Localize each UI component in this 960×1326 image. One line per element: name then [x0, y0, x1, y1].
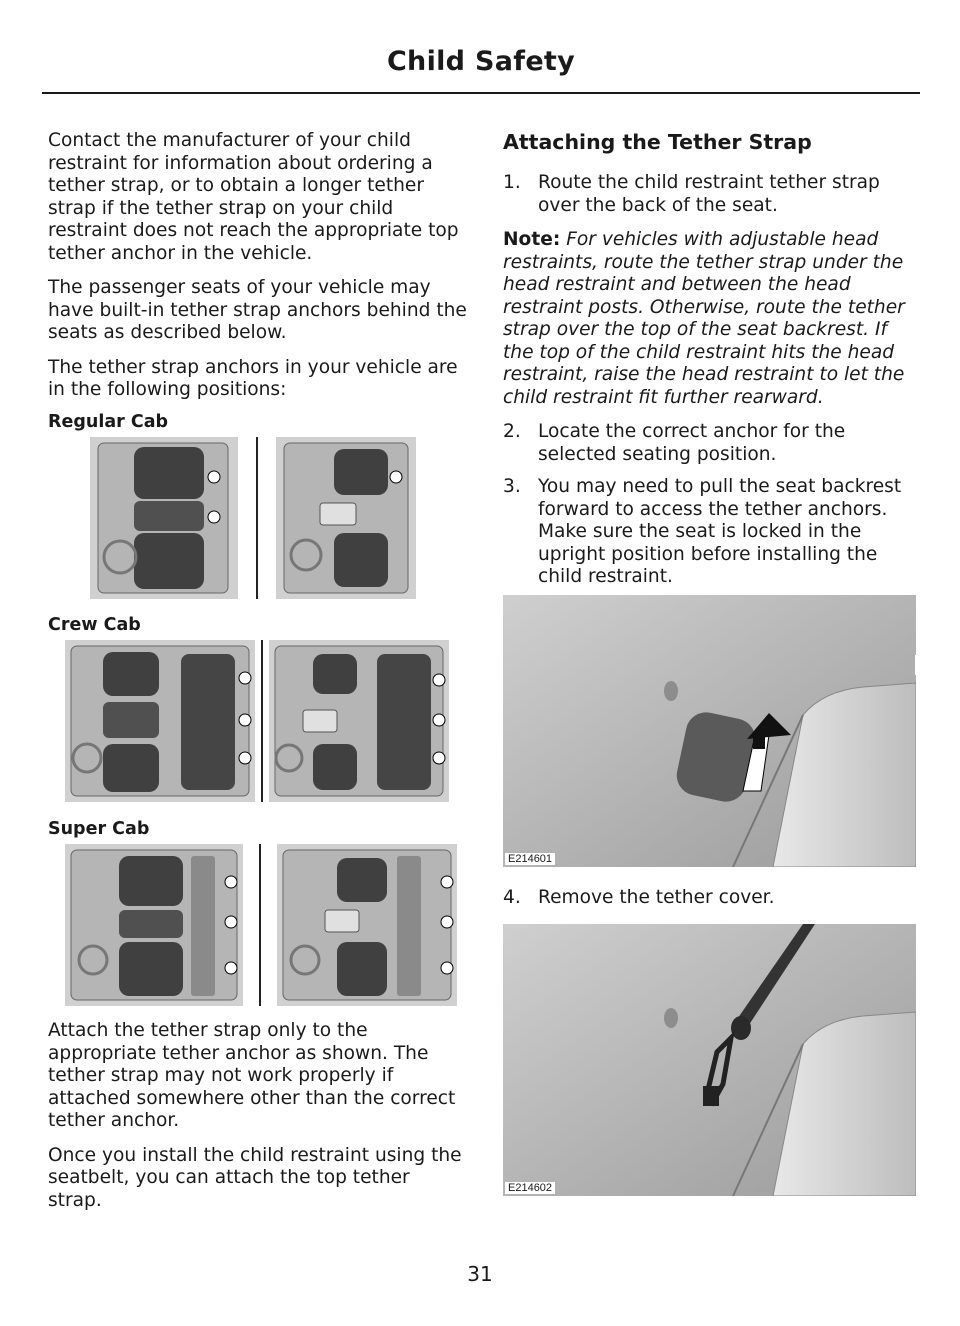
paragraph-built-in-anchors: The passenger seats of your vehicle may have built-in tether strap anchors behind the seats as described below.: [48, 277, 467, 343]
paragraph-attach-only: Attach the tether strap only to the appropriate tether anchor as shown. The tether strap may not work properly if attached somewhere other than the correct tether anchor.: [48, 1020, 456, 1131]
step-1: [503, 172, 918, 217]
step-text: Route the child restraint tether strap over the back of the seat.: [538, 172, 880, 216]
step-text: Locate the correct anchor for the selected seating position.: [538, 421, 846, 465]
steps-list-c: [503, 887, 918, 910]
divider: [261, 640, 263, 802]
steps-list-a: [503, 172, 918, 217]
page-header: [42, 40, 920, 94]
figure-code: E214601: [505, 853, 555, 865]
note-text: For vehicles with adjustable head restraints, route the tether strap under the head restraint and between the head restraint posts. Otherwise, route the tether strap over the top of the seat backrest. If the top of the child restraint hits the head restraint, raise the head restraint to let the child restraint fit further rearward.: [503, 229, 905, 408]
left-column: [48, 130, 468, 414]
crew-cab-heading: Crew Cab: [48, 615, 141, 635]
step-text: You may need to pull the seat backrest forward to access the tether anchors. Make sure the seat is locked in the upright position before installing the child restraint.: [538, 476, 902, 587]
super-cab-diagram: [65, 844, 457, 1006]
step-4-container: [503, 887, 918, 922]
step-4: [503, 887, 918, 910]
super-cab-diagram-right: [277, 844, 457, 1006]
figure-code: E214602: [505, 1182, 555, 1194]
page-number: 31: [467, 1262, 493, 1286]
right-column: [503, 130, 918, 601]
paragraph-anchor-positions: The tether strap anchors in your vehicle are in the following positions:: [48, 356, 458, 400]
step-number: 2.: [503, 421, 521, 442]
divider: [259, 844, 261, 1006]
figure-tether-strap-illustration: [503, 924, 916, 1196]
left-column-bottom: [48, 1020, 468, 1224]
note-label: Note:: [503, 229, 561, 250]
paragraph-once-installed: Once you install the child restraint using the seatbelt, you can attach the top tether strap.: [48, 1144, 462, 1211]
steps-list-b: [503, 421, 918, 589]
section-heading: Attaching the Tether Strap: [503, 130, 812, 154]
super-cab-diagram-left: [65, 844, 243, 1006]
step-number: 4.: [503, 887, 521, 908]
paragraph-contact-manufacturer: Contact the manufacturer of your child restraint for information about ordering a tether strap, or to obtain a longer tether strap if the tether strap on your child restraint does not reach the appropriate top tether anchor in the vehicle.: [48, 130, 459, 264]
crew-cab-diagram-left: [65, 640, 255, 802]
regular-cab-diagram-right: [276, 437, 416, 599]
crew-cab-diagram-right: [269, 640, 449, 802]
divider: [256, 437, 258, 599]
step-text: Remove the tether cover.: [538, 887, 775, 908]
figure-tether-strap: [503, 924, 916, 1196]
step-2: [503, 421, 918, 466]
step-number: 1.: [503, 172, 521, 193]
page-title: Child Safety: [386, 46, 576, 77]
note: [503, 229, 918, 409]
crew-cab-diagram: [65, 640, 449, 802]
step-3: [503, 476, 918, 589]
step-number: 3.: [503, 476, 521, 497]
regular-cab-heading: Regular Cab: [48, 412, 169, 432]
figure-tether-cover-illustration: [503, 595, 916, 867]
regular-cab-diagram-left: [90, 437, 238, 599]
figure-tether-cover: [503, 595, 916, 867]
regular-cab-diagram: [90, 437, 416, 599]
super-cab-heading: Super Cab: [48, 819, 150, 839]
